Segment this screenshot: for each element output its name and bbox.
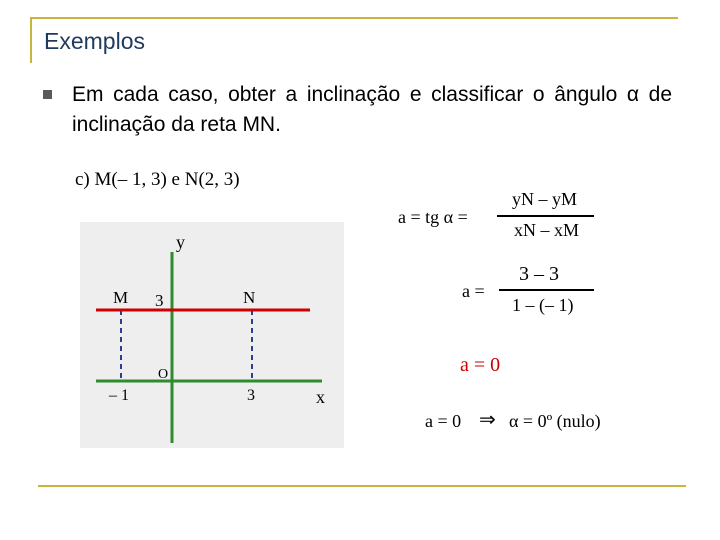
frame-top-border: [30, 17, 678, 19]
slide-title: Exemplos: [44, 28, 145, 54]
formula-1-denominator: xN – xM: [514, 220, 580, 240]
case-label: c) M(– 1, 3) e N(2, 3): [75, 169, 240, 190]
bullet-square-icon: [43, 90, 52, 99]
frame-bottom-border: [38, 485, 686, 487]
formula-result: a = 0: [460, 354, 501, 376]
origin-label: O: [158, 367, 169, 382]
tick-y3-label: 3: [155, 291, 164, 310]
tick-x3-label: 3: [247, 387, 255, 404]
point-m-label: M: [113, 288, 129, 307]
formula-2-prefix: a =: [462, 281, 485, 301]
frame-left-border: [30, 17, 32, 63]
point-n-label: N: [243, 288, 256, 307]
implies-arrow-icon: ⇒: [479, 409, 496, 431]
conclusion-right: α = 0º (nulo): [509, 411, 601, 431]
conclusion-left: a = 0: [425, 411, 462, 431]
x-axis-label: x: [316, 387, 325, 407]
formula-2-denominator: 1 – (– 1): [512, 295, 574, 315]
formula-1-numerator: yN – yM: [512, 189, 578, 209]
formula-2-numerator: 3 – 3: [519, 263, 559, 285]
formula-1-prefix: a = tg α =: [398, 207, 468, 227]
formula-1-fraction-bar: [497, 215, 594, 217]
tick-xm1-label: – 1: [109, 387, 129, 404]
bullet-text: Em cada caso, obter a inclinação e classificar o ângulo α de inclinação da reta MN.: [72, 83, 672, 136]
formula-2-fraction-bar: [499, 289, 594, 291]
y-axis-label: y: [176, 232, 185, 252]
graph-panel: [80, 222, 344, 448]
